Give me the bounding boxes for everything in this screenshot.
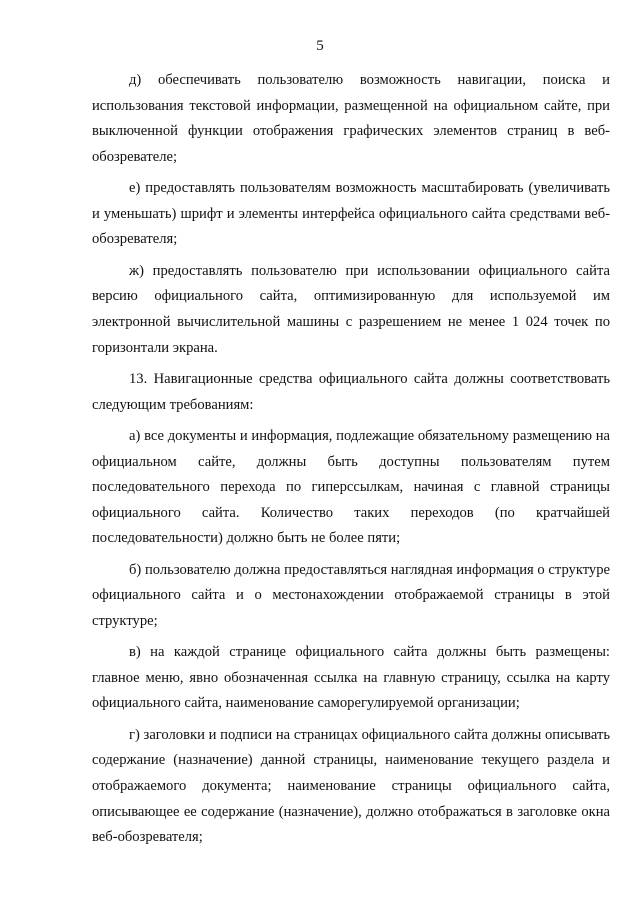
paragraph-g-headings: г) заголовки и подписи на страницах официального сайта должны описывать содержание (назначение) данной страницы, наименование текущего раздела и отображаемого документа; наименование страницы официального сайта, описывающее ее содержание (назначение), должно отображаться в заголовке окна веб-обозревателя; xyxy=(92,726,610,846)
paragraph-a-hyperlinks: а) все документы и информация, подлежащие обязательному размещению на официальном сайте, должны быть доступны пользователям путем последовательного перехода по гиперссылкам, начиная с главной страницы официального сайта. Количество таких переходов (по кратчайшей последовательности) должно быть не более пяти; xyxy=(92,427,610,547)
paragraph-b-structure-info: б) пользователю должна предоставляться наглядная информация о структуре официального сайта и о местонахождении отображаемой страницы в этой структуре; xyxy=(92,561,610,629)
paragraph-e-scaling: е) предоставлять пользователям возможность масштабировать (увеличивать и уменьшать) шрифт и элементы интерфейса официального сайта средствами веб-обозревателя; xyxy=(92,180,610,248)
page-number: 5 xyxy=(316,38,324,54)
paragraph-zh-resolution: ж) предоставлять пользователю при использовании официального сайта версию официального сайта, оптимизированную для используемой им электронной вычислительной машины с разрешением не менее 1 024 точек по горизонтали экрана. xyxy=(92,262,610,356)
paragraph-d-navigation: д) обеспечивать пользователю возможность навигации, поиска и использования текстовой информации, размещенной на официальном сайте, при выключенной функции отображения графических элементов страниц в веб-обозревателе; xyxy=(92,72,610,165)
document-body xyxy=(92,68,610,857)
paragraph-13-navigation-requirements: 13. Навигационные средства официального сайта должны соответствовать следующим требованиям: xyxy=(92,370,610,413)
paragraph-v-page-elements: в) на каждой странице официального сайта должны быть размещены: главное меню, явно обозначенная ссылка на главную страницу, ссылка на карту официального сайта, наименование саморегулируемой организации; xyxy=(92,644,610,712)
